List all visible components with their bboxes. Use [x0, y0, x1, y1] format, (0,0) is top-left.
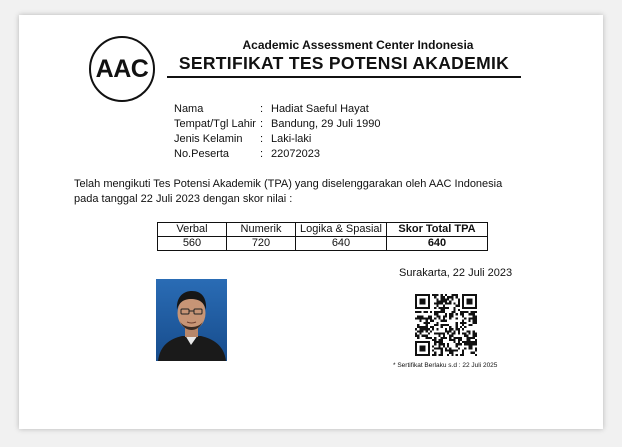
- score-header-row: [158, 223, 488, 237]
- validity-note: * Sertifikat Berlaku s.d : 22 Juli 2025: [393, 362, 498, 369]
- score-logika-spasial: 640: [296, 237, 387, 251]
- score-total: 640: [387, 237, 488, 251]
- info-label: No.Peserta: [174, 148, 230, 160]
- qr-code-icon: [415, 294, 477, 356]
- aac-logo: [89, 36, 155, 102]
- organization-name: Academic Assessment Center Indonesia: [242, 38, 474, 52]
- info-value: Hadiat Saeful Hayat: [271, 103, 369, 115]
- info-separator: :: [260, 133, 264, 145]
- score-verbal: 560: [158, 237, 227, 251]
- score-value-row: [158, 237, 488, 251]
- info-separator: :: [260, 118, 264, 130]
- header-verbal: Verbal: [158, 223, 227, 237]
- score-numerik: 720: [227, 237, 296, 251]
- info-label: Tempat/Tgl Lahir: [174, 118, 256, 130]
- header-logika-spasial: Logika & Spasial: [296, 223, 387, 237]
- qr-code-graphic: [415, 294, 477, 356]
- certificate-page: [19, 15, 603, 429]
- place-date: Surakarta, 22 Juli 2023: [399, 267, 513, 279]
- info-label: Jenis Kelamin: [174, 133, 243, 145]
- info-label: Nama: [174, 103, 204, 115]
- info-row-number: [174, 147, 380, 162]
- photo-image: [156, 279, 227, 361]
- info-separator: :: [260, 103, 264, 115]
- info-value: Laki-laki: [271, 133, 312, 145]
- info-row-gender: [174, 132, 380, 147]
- statement-line: Telah mengikuti Tes Potensi Akademik (TPA) yang diselenggarakan oleh AAC Indonesia: [74, 178, 503, 190]
- info-row-name: [174, 102, 380, 117]
- score-table: [157, 222, 488, 251]
- statement-text: [74, 177, 594, 207]
- header-skor-total: Skor Total TPA: [387, 223, 488, 237]
- info-row-birth: [174, 117, 380, 132]
- statement-line: pada tanggal 22 Juli 2023 dengan skor nilai :: [74, 193, 293, 205]
- info-separator: :: [260, 148, 264, 160]
- certificate-title: SERTIFIKAT TES POTENSI AKADEMIK: [167, 53, 521, 78]
- logo-text: AAC: [95, 54, 149, 83]
- header-numerik: Numerik: [227, 223, 296, 237]
- info-value: Bandung, 29 Juli 1990: [271, 118, 381, 130]
- info-value: 22072023: [271, 148, 320, 160]
- participant-photo: [156, 279, 227, 361]
- participant-info: [174, 102, 380, 162]
